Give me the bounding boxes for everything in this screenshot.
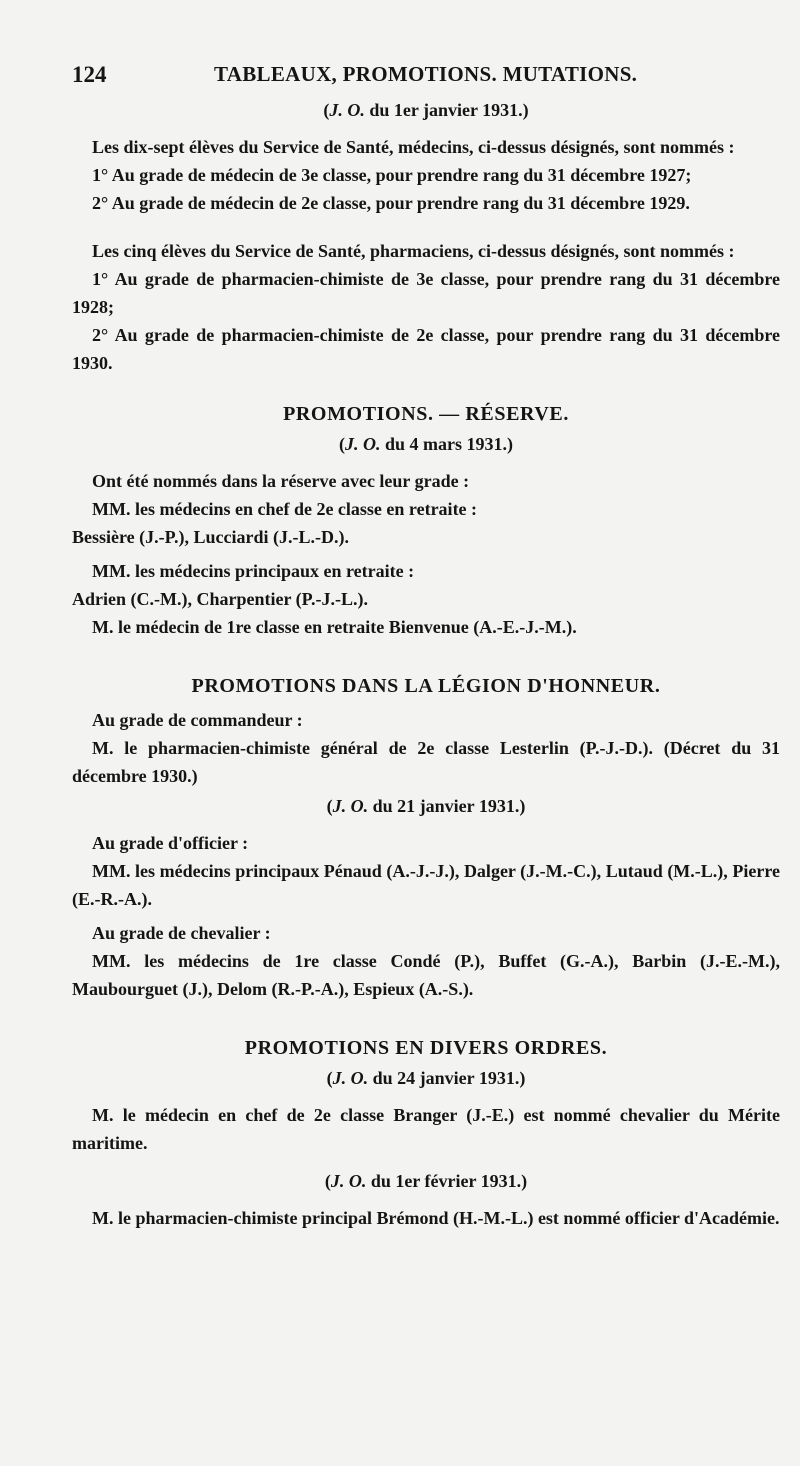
list-item: 1° Au grade de pharmacien-chimiste de 3e classe, pour prendre rang du 31 décembre 1928; bbox=[72, 269, 780, 317]
reserve-line: MM. les médecins en chef de 2e classe en retraite : bbox=[92, 499, 478, 519]
paragraph-medecins: Les dix-sept élèves du Service de Santé, médecins, ci-dessus désignés, sont nommés : bbox=[92, 137, 735, 157]
page-number: 124 bbox=[72, 62, 107, 87]
section-title-divers: PROMOTIONS EN DIVERS ORDRES. bbox=[244, 1037, 608, 1059]
reserve-line: MM. les médecins principaux en retraite : bbox=[92, 561, 415, 581]
dateline: (J. O. du 24 janvier 1931.) bbox=[326, 1068, 526, 1088]
divers-text: M. le pharmacien-chimiste principal Brémond (H.-M.-L.) est nommé officier d'Académie. bbox=[92, 1208, 780, 1228]
running-title: TABLEAUX, PROMOTIONS. MUTATIONS. bbox=[214, 62, 638, 86]
grade-text: M. le pharmacien-chimiste général de 2e classe Lesterlin (P.-J.-D.). (Décret du 31 décembre 1930.) bbox=[72, 738, 780, 786]
grade-text: MM. les médecins de 1re classe Condé (P.), Buffet (G.-A.), Barbin (J.-E.-M.), Maubourguet (J.), Delom (R.-P.-A.), Espieux (A.-S.). bbox=[72, 951, 780, 999]
dateline: (J. O. du 1er janvier 1931.) bbox=[323, 100, 529, 120]
section-title-legion: PROMOTIONS DANS LA LÉGION D'HONNEUR. bbox=[191, 675, 661, 697]
grade-text: MM. les médecins principaux Pénaud (A.-J.-J.), Dalger (J.-M.-C.), Lutaud (M.-L.), Pierre (E.-R.-A.). bbox=[72, 861, 780, 909]
grade-heading: Au grade de chevalier : bbox=[92, 923, 271, 943]
grade-heading: Au grade d'officier : bbox=[92, 833, 249, 853]
dateline: (J. O. du 1er février 1931.) bbox=[324, 1171, 528, 1191]
section-title-reserve: PROMOTIONS. — RÉSERVE. bbox=[283, 403, 569, 425]
list-item: 2° Au grade de pharmacien-chimiste de 2e classe, pour prendre rang du 31 décembre 1930. bbox=[72, 325, 780, 373]
reserve-names: Adrien (C.-M.), Charpentier (P.-J.-L.). bbox=[72, 589, 368, 609]
grade-heading: Au grade de commandeur : bbox=[92, 710, 303, 730]
running-head bbox=[72, 58, 780, 94]
list-item: 2° Au grade de médecin de 2e classe, pour prendre rang du 31 décembre 1929. bbox=[92, 193, 690, 213]
reserve-names: Bessière (J.-P.), Lucciardi (J.-L.-D.). bbox=[72, 527, 349, 547]
document-page bbox=[72, 58, 780, 1232]
dateline: (J. O. du 21 janvier 1931.) bbox=[326, 796, 526, 816]
paragraph-pharmaciens: Les cinq élèves du Service de Santé, pharmaciens, ci-dessus désignés, sont nommés : bbox=[92, 241, 735, 261]
divers-text: M. le médecin en chef de 2e classe Branger (J.-E.) est nommé chevalier du Mérite maritime. bbox=[72, 1105, 780, 1153]
reserve-intro: Ont été nommés dans la réserve avec leur grade : bbox=[92, 471, 470, 491]
dateline: (J. O. du 4 mars 1931.) bbox=[338, 434, 513, 454]
list-item: 1° Au grade de médecin de 3e classe, pour prendre rang du 31 décembre 1927; bbox=[92, 165, 692, 185]
reserve-line: M. le médecin de 1re classe en retraite Bienvenue (A.-E.-J.-M.). bbox=[92, 617, 577, 637]
